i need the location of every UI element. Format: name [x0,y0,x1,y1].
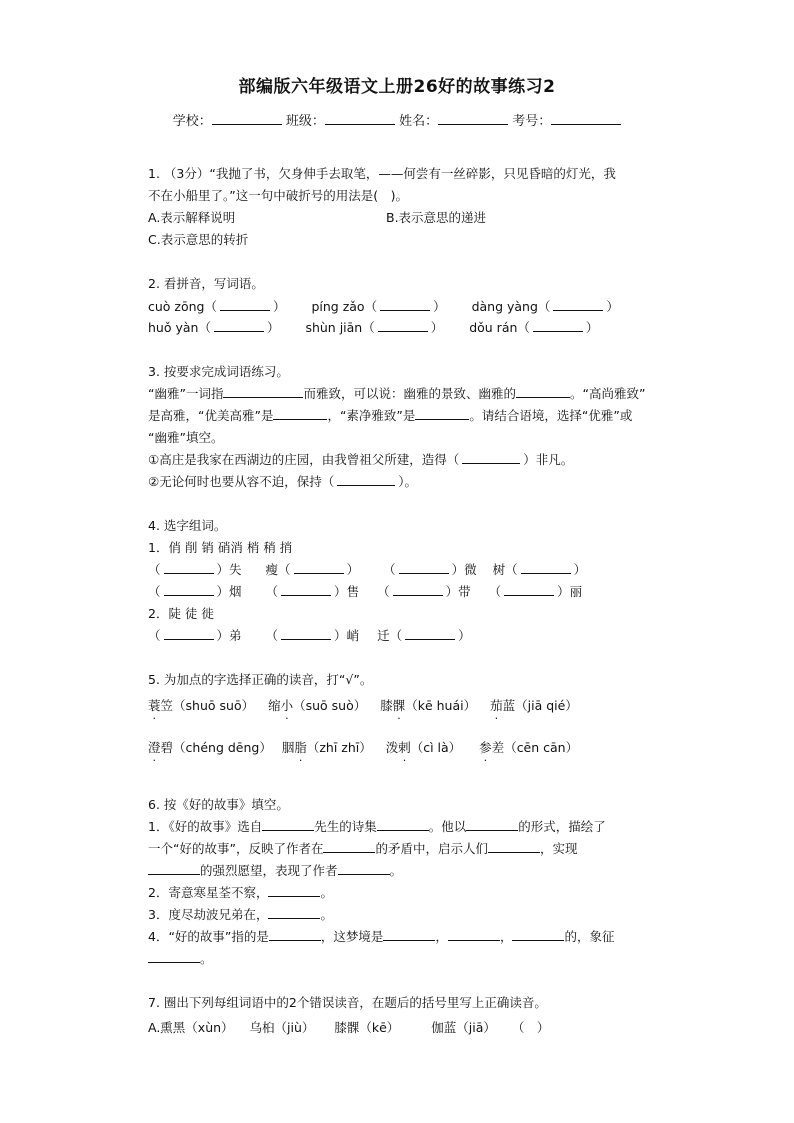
q4-char: 瘦 [265,562,279,577]
pinyin-options[interactable]: （suō suò） [293,698,367,713]
q5-char: 笠 [160,698,174,713]
q5-char: 差 [491,740,505,755]
name-field[interactable] [438,111,508,125]
answer-blank[interactable] [405,627,455,640]
number-field[interactable] [551,111,621,125]
answer-blank[interactable] [380,298,430,311]
q7-item[interactable]: A.熏黑（xùn） [148,1020,234,1035]
answer-blank[interactable] [448,927,500,941]
q2-row2: huǒ yàn（ ） shùn jiān（ ） dǒu rán（ ） [148,320,599,335]
q3-text: 。请结合语境，选择“优雅”或 [469,408,633,423]
pinyin-options[interactable]: （zhī zhī） [306,740,372,755]
q4-char: 树 [492,562,506,577]
q5-char: 蓝 [502,698,516,713]
q3-heading: 3. 按要求完成词语练习。 [148,364,289,379]
q6-text: 的，象征 [564,929,615,944]
answer-blank[interactable] [223,384,303,398]
q6-text: 一个“好的故事”，反映了作者在 [148,841,324,856]
pinyin-item: huǒ yàn [148,320,199,335]
page-title: 部编版六年级语文上册26好的故事练习2 [238,77,556,97]
pinyin-item: dàng yàng [471,299,538,314]
answer-blank[interactable] [220,298,270,311]
class-label: 班级： [285,114,325,129]
q6-text: 先生的诗集 [314,819,377,834]
answer-blank[interactable] [148,861,200,875]
dotted-char: 脂 [294,740,307,755]
answer-blank[interactable] [262,817,314,831]
q6-text: 。 [200,951,213,966]
school-field[interactable] [212,111,282,125]
dotted-char: 茄 [490,698,503,713]
q7-item[interactable]: 伽蓝（jiā） [431,1020,496,1035]
answer-blank[interactable] [383,927,435,941]
q4-char: 弟 [229,628,242,643]
answer-blank[interactable] [281,627,331,640]
student-info-line [0,110,794,129]
q5-char: 膝 [380,698,393,713]
answer-blank[interactable] [462,451,520,464]
answer-blank[interactable] [268,883,320,897]
q4-char: 烟 [229,584,242,599]
q6-text: 的矛盾中，启示人们 [375,841,488,856]
pinyin-item: cuò zōng [148,299,205,314]
q1-option-a[interactable]: A.表示解释说明 [148,210,236,225]
q6-text: 的形式，描绘了 [518,819,606,834]
class-field[interactable] [325,111,395,125]
pinyin-item: shùn jiān [305,320,363,335]
q4-char: 迁 [377,628,390,643]
answer-blank[interactable] [337,473,395,486]
q6-text: ，这梦境是 [320,929,384,944]
q7-heading: 7. 圈出下列每组词语中的2个错误读音，在题后的括号里写上正确读音。 [148,995,547,1010]
answer-blank[interactable] [533,319,583,332]
q7-item[interactable]: 乌桕（jiù） [249,1020,315,1035]
q7-item[interactable]: 膝髁（kē） [334,1020,400,1035]
school-label: 学校： [172,114,212,129]
answer-blank[interactable] [148,949,200,963]
dotted-char: 髁 [392,698,406,713]
pinyin-options[interactable]: （kē huái） [405,698,477,713]
q5-char: 缩 [268,698,281,713]
q3-text: 。“高尚雅致” [569,386,646,401]
pinyin-options[interactable]: （jiā qié） [515,698,578,713]
q7-answer-parens[interactable]: （ ） [511,1020,550,1035]
q5-char: 胭 [281,740,295,755]
pinyin-options[interactable]: （cì là） [410,740,462,755]
pinyin-options[interactable]: （chéng dēng） [173,740,272,755]
q3-text: “幽雅”一词指 [148,386,224,401]
q3-text: 而雅致，可以说：幽雅的景致、幽雅的 [303,386,516,401]
q6-line4 [148,883,333,901]
dotted-char: 澄 [148,740,161,755]
q4-row2: （ ）烟 （ ）售 （ ）带 （ ）丽 [148,584,583,599]
q4-char: 峭 [346,628,360,643]
q4-heading: 4. 选字组词。 [148,518,227,533]
answer-blank[interactable] [504,583,554,596]
q3-text: ，“素净雅致”是 [327,408,416,423]
q4-char: 带 [458,584,471,599]
answer-blank[interactable] [268,905,320,919]
answer-blank[interactable] [269,927,321,941]
answer-blank[interactable] [393,583,443,596]
q6-line1 [148,817,606,835]
q3-text: ）。 [398,474,417,489]
q6-text: 3．度尽劫波兄弟在， [148,907,269,922]
q3-line1 [148,384,645,402]
answer-blank[interactable] [399,561,449,574]
q6-text: 。 [320,907,333,922]
answer-blank[interactable] [553,298,603,311]
answer-blank[interactable] [521,561,571,574]
pinyin-item: dǒu rán [469,320,518,335]
answer-blank[interactable] [323,839,375,853]
q3-text: ②无论何时也要从容不迫，保持（ [148,474,335,489]
answer-blank[interactable] [164,561,214,574]
number-label: 考号： [512,114,552,129]
answer-blank[interactable] [281,583,331,596]
q6-line2 [148,839,577,857]
dotted-char: 参 [479,740,492,755]
answer-blank[interactable] [415,406,469,420]
pinyin-item: píng zǎo [311,299,365,314]
answer-blank[interactable] [466,817,518,831]
q5-char: 碧 [160,740,174,755]
q6-text: 的强烈愿望，表现了作者 [200,863,338,878]
answer-blank[interactable] [294,561,344,574]
q3-sentence2 [148,472,417,490]
q3-text: ）非凡。 [523,452,574,467]
q6-text: ， [435,929,448,944]
dotted-char: 剌 [398,740,411,755]
pinyin-options[interactable]: （shuō suō） [173,698,255,713]
q6-text: 。 [389,863,403,878]
q4-char: 丽 [569,584,583,599]
q6-text: 。 [320,885,333,900]
q6-heading: 6. 按《好的故事》填空。 [148,797,289,812]
q5-row1 [148,696,578,714]
q5-char: 泼 [385,740,399,755]
answer-blank[interactable] [378,319,428,332]
q1-line1: 1. （3分）“我抛了书，欠身伸手去取笔，——何尝有一丝碎影，只见昏暗的灯光，我 [148,166,616,181]
q3-sentence1 [148,450,573,468]
q4-row1: （ ）失 瘦（ ） （ ）微 树（ ） [148,562,587,577]
q1-option-b[interactable]: B.表示意思的递进 [386,210,487,225]
answer-blank[interactable] [512,927,564,941]
answer-blank[interactable] [214,319,264,332]
q6-line7 [148,949,213,967]
q4-char: 售 [346,584,360,599]
q2-heading: 2. 看拼音，写词语。 [148,276,264,291]
answer-blank[interactable] [488,839,540,853]
pinyin-options[interactable]: （cēn cān） [504,740,579,755]
q6-line6 [148,927,614,945]
q6-text: 4．“好的故事”指的是 [148,929,269,944]
q1-option-c[interactable]: C.表示意思的转折 [148,232,249,247]
answer-blank[interactable] [516,384,570,398]
dotted-char: 小 [280,698,294,713]
q4-group1: 1．俏 削 销 硝消 梢 稍 捎 [148,540,293,555]
q6-line3 [148,861,402,879]
q6-text: ，实现 [539,841,578,856]
q7-row-a [148,1018,549,1036]
q6-line5 [148,905,333,923]
q6-text: 1．《好的故事》选自 [148,819,263,834]
q5-row2 [148,738,578,756]
answer-blank[interactable] [164,627,214,640]
q6-text: 。他以 [428,819,467,834]
q2-row1: cuò zōng（ ） píng zǎo（ ） dàng yàng（ ） [148,299,619,314]
q4-char: 微 [464,562,477,577]
q5-heading: 5. 为加点的字选择正确的读音，打“√”。 [148,672,373,687]
answer-blank[interactable] [164,583,214,596]
name-label: 姓名： [399,114,439,129]
q4-row3: （ ）弟 （ ）峭 迁（ ） [148,628,471,643]
answer-blank[interactable] [273,406,327,420]
q1-line2: 不在小船里了。”这一句中破折号的用法是( )。 [148,188,408,203]
q3-line3: “幽雅”填空。 [148,430,224,445]
answer-blank[interactable] [377,817,429,831]
answer-blank[interactable] [338,861,390,875]
q6-text: 2．寄意寒星荃不察， [148,885,269,900]
dotted-char: 蓑 [148,698,161,713]
q3-text: 是高雅，“优美高雅”是 [148,408,274,423]
q3-text: ①高庄是我家在西湖边的庄园，由我曾祖父所建，造得（ [148,452,460,467]
q4-group2: 2．陡 徒 徙 [148,606,214,621]
q3-line2 [148,406,632,424]
q6-text: ， [499,929,513,944]
q4-char: 失 [229,562,242,577]
